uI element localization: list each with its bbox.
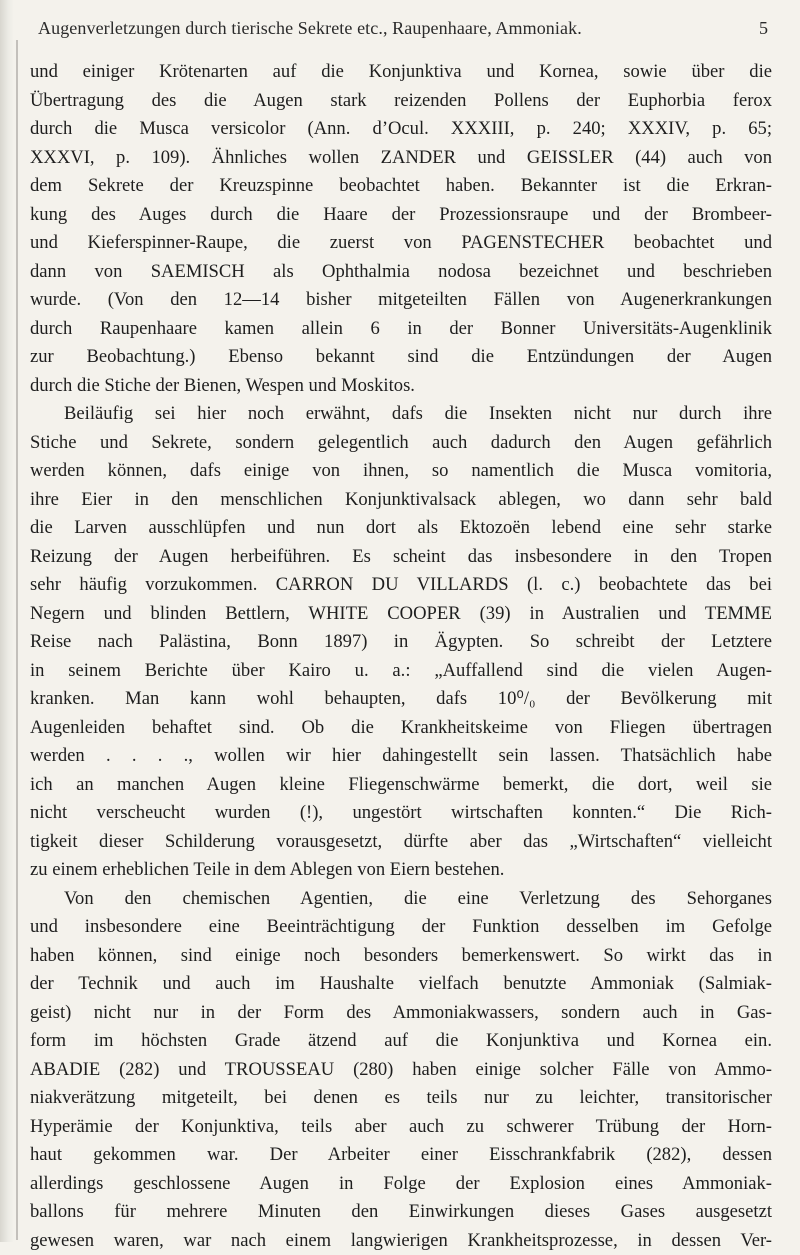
text-line: ich an manchen Augen kleine Fliegenschwärme bemerkt, die dort, weil sie <box>30 771 772 800</box>
text-line: dann von SAEMISCH als Ophthalmia nodosa bezeichnet und beschrieben <box>30 258 772 287</box>
text-line: dem Sekrete der Kreuzspinne beobachtet haben. Bekannter ist die Erkran- <box>30 172 772 201</box>
text-line: Hyperämie der Konjunktiva, teils aber auch zu schwerer Trübung der Horn- <box>30 1113 772 1142</box>
text-line: ABADIE (282) und TROUSSEAU (280) haben einige solcher Fälle von Ammo- <box>30 1056 772 1085</box>
text-line: in seinem Berichte über Kairo u. a.: „Auffallend sind die vielen Augen- <box>30 657 772 686</box>
page-gutter-shadow <box>0 0 14 1242</box>
text-line: geist) nicht nur in der Form des Ammoniakwassers, sondern auch in Gas- <box>30 999 772 1028</box>
text-line: und Kieferspinner-Raupe, die zuerst von PAGENSTECHER beobachtet und <box>30 229 772 258</box>
text-line: haut gekommen war. Der Arbeiter einer Eisschrankfabrik (282), dessen <box>30 1141 772 1170</box>
text-line: durch Raupenhaare kamen allein 6 in der Bonner Universitäts-Augenklinik <box>30 315 772 344</box>
text-line: Reise nach Palästina, Bonn 1897) in Ägypten. So schreibt der Letztere <box>30 628 772 657</box>
text-line: tigkeit dieser Schilderung vorausgesetzt, dürfte aber das „Wirtschaften“ vielleicht <box>30 828 772 857</box>
text-line: form im höchsten Grade ätzend auf die Konjunktiva und Kornea ein. <box>30 1027 772 1056</box>
text-line: Beiläufig sei hier noch erwähnt, dafs die Insekten nicht nur durch ihre <box>30 400 772 429</box>
text-line: und einiger Krötenarten auf die Konjunktiva und Kornea, sowie über die <box>30 58 772 87</box>
text-line: Stiche und Sekrete, sondern gelegentlich auch dadurch den Augen gefährlich <box>30 429 772 458</box>
text-line: ihre Eier in den menschlichen Konjunktivalsack ablegen, wo dann sehr bald <box>30 486 772 515</box>
text-line: zur Beobachtung.) Ebenso bekannt sind die Entzündungen der Augen <box>30 343 772 372</box>
text-line: durch die Stiche der Bienen, Wespen und Moskitos. <box>30 372 772 401</box>
running-head: Augenverletzungen durch tierische Sekrete etc., Raupenhaare, Ammoniak. <box>38 18 582 39</box>
text-line: werden . . . ., wollen wir hier dahingestellt sein lassen. Thatsächlich habe <box>30 742 772 771</box>
text-line: haben können, sind einige noch besonders bemerkenswert. So wirkt das in <box>30 942 772 971</box>
text-line: niakverätzung mitgeteilt, bei denen es teils nur zu leichter, transitorischer <box>30 1084 772 1113</box>
text-line: zu einem erheblichen Teile in dem Ablegen von Eiern bestehen. <box>30 856 772 885</box>
text-line: kranken. Man kann wohl behaupten, dafs 10⁰/₀ der Bevölkerung mit <box>30 685 772 714</box>
text-line: ballons für mehrere Minuten den Einwirkungen dieses Gases ausgesetzt <box>30 1198 772 1227</box>
text-line: Übertragung des die Augen stark reizenden Pollens der Euphorbia ferox <box>30 87 772 116</box>
text-line: durch die Musca versicolor (Ann. d’Ocul. XXXIII, p. 240; XXXIV, p. 65; <box>30 115 772 144</box>
binding-edge <box>16 40 18 1240</box>
text-line: kung des Auges durch die Haare der Prozessionsraupe und der Brombeer- <box>30 201 772 230</box>
page-number: 5 <box>759 18 768 39</box>
text-line: sehr häufig vorzukommen. CARRON DU VILLARDS (l. c.) beobachtete das bei <box>30 571 772 600</box>
text-line: Reizung der Augen herbeiführen. Es scheint das insbesondere in den Tropen <box>30 543 772 572</box>
text-line: werden können, dafs einige von ihnen, so namentlich die Musca vomitoria, <box>30 457 772 486</box>
text-line: wurde. (Von den 12—14 bisher mitgeteilten Fällen von Augenerkrankungen <box>30 286 772 315</box>
text-line: Negern und blinden Bettlern, WHITE COOPER (39) in Australien und TEMME <box>30 600 772 629</box>
text-line: Augenleiden behaftet sind. Ob die Krankheitskeime von Fliegen übertragen <box>30 714 772 743</box>
text-line: der Technik und auch im Haushalte vielfach benutzte Ammoniak (Salmiak- <box>30 970 772 999</box>
text-line: XXXVI, p. 109). Ähnliches wollen ZANDER und GEISSLER (44) auch von <box>30 144 772 173</box>
text-line: und insbesondere eine Beeinträchtigung der Funktion desselben im Gefolge <box>30 913 772 942</box>
body-text <box>30 58 772 1255</box>
text-line: Von den chemischen Agentien, die eine Verletzung des Sehorganes <box>30 885 772 914</box>
text-line: nicht verscheucht wurden (!), ungestört wirtschaften konnten.“ Die Rich- <box>30 799 772 828</box>
page-header <box>38 8 768 42</box>
text-line: gewesen waren, war nach einem langwierigen Krankheitsprozesse, in dessen Ver- <box>30 1227 772 1255</box>
text-line: allerdings geschlossene Augen in Folge der Explosion eines Ammoniak- <box>30 1170 772 1199</box>
text-line: die Larven ausschlüpfen und nun dort als Ektozoën lebend eine sehr starke <box>30 514 772 543</box>
